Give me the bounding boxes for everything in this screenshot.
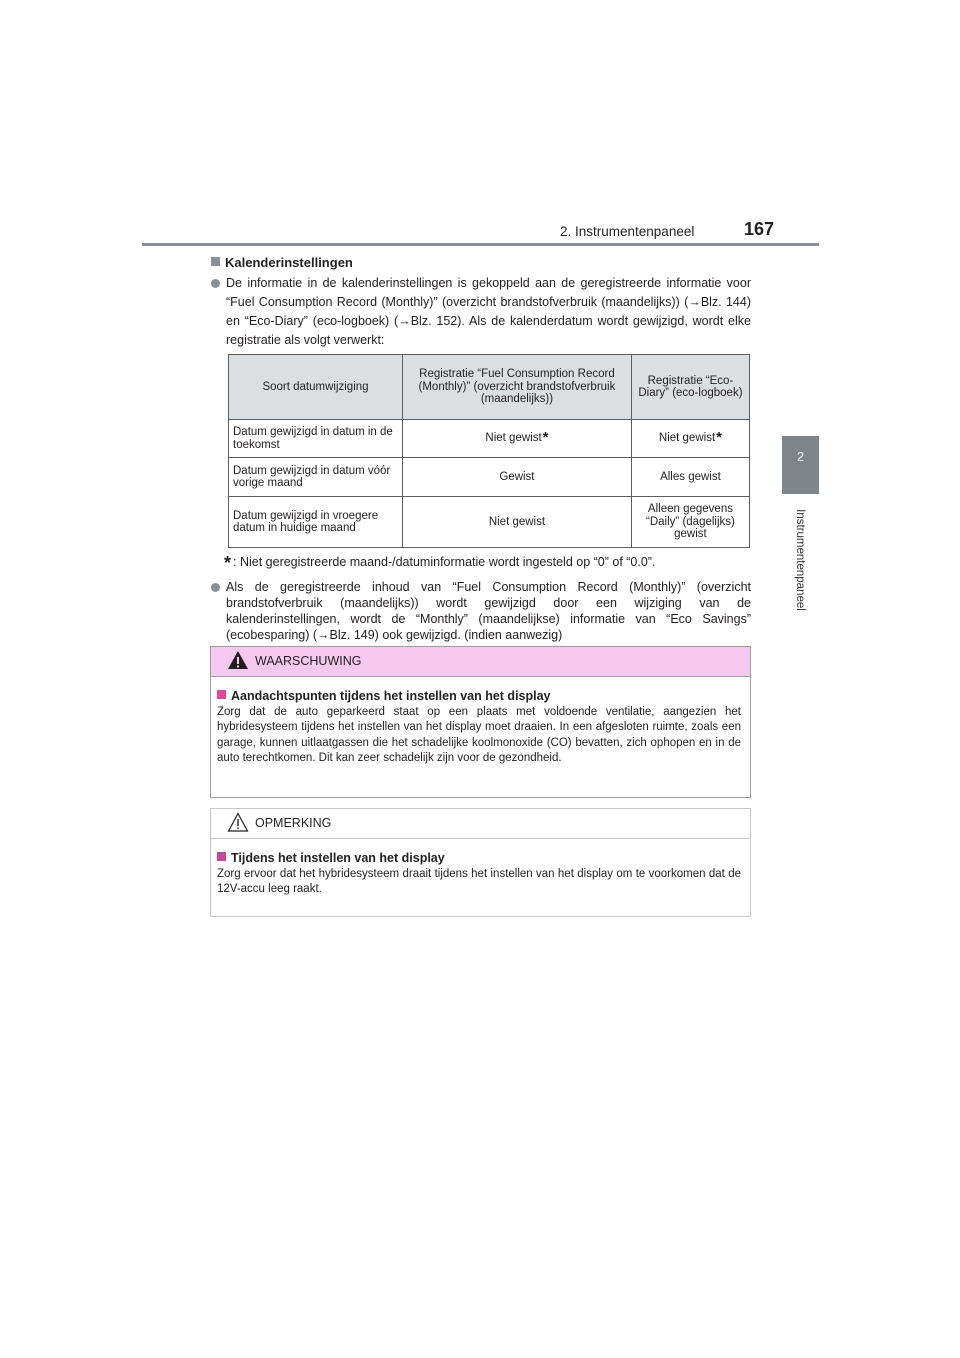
- warning-title: [217, 689, 741, 705]
- calendar-change-table: [228, 354, 750, 548]
- asterisk-mark: *: [716, 429, 722, 447]
- note-header: [211, 809, 750, 839]
- table-header: Registratie “Eco-Diary” (eco-logboek): [631, 355, 749, 420]
- square-bullet-icon: [217, 690, 226, 699]
- bullet-paragraph: [211, 274, 751, 350]
- warning-title-text: Aandachtspunten tijdens het instellen van het display: [231, 689, 551, 703]
- chapter-tab: [782, 436, 819, 494]
- asterisk-mark: *: [224, 553, 232, 573]
- table-row: [229, 458, 750, 497]
- cell-text: Niet gewist: [658, 432, 716, 445]
- table-header-row: [229, 355, 750, 420]
- table-header: Registratie “Fuel Consumption Record (Monthly)” (overzicht brandstofverbruik (maandelijks)): [403, 355, 632, 420]
- table-row: [229, 420, 750, 458]
- warning-header: [211, 647, 750, 677]
- square-bullet-icon: [211, 257, 220, 266]
- square-bullet-icon: [217, 852, 226, 861]
- warning-triangle-icon: [227, 650, 249, 670]
- table-footnote: [224, 553, 655, 574]
- table-cell: Datum gewijzigd in vroegere datum in huidige maand: [229, 497, 403, 548]
- circle-bullet-icon: [211, 279, 220, 288]
- circle-bullet-icon: [211, 583, 220, 592]
- table-cell: Alles gewist: [631, 458, 749, 497]
- note-title-text: Tijdens het instellen van het display: [231, 851, 445, 865]
- header-rule: [142, 243, 819, 246]
- table-cell: Datum gewijzigd in datum in de toekomst: [229, 420, 403, 458]
- note-box: [210, 808, 751, 917]
- section-title: 2. Instrumentenpaneel: [560, 224, 695, 239]
- bullet-text: Als de geregistreerde inhoud van “Fuel Consumption Record (Monthly)” (overzicht brandstofverbruik (maandelijks)) wordt gewijzigd door een wijziging van de kalenderinstellingen, wordt de “Monthly” (maandelijkse) informatie van “Eco Savings” (ecobesparing) (→Blz. 149) ook gewijzigd. (indien aanwezig): [226, 580, 751, 642]
- table-cell: [631, 420, 749, 458]
- warning-text: Zorg dat de auto geparkeerd staat op een plaats met voldoende ventilatie, aangezien het hybridesysteem tijdens het instellen van het display moet draaien. In een afgesloten ruimte, zoals een garage, kunnen uitlaatgassen die het schadelijke koolmonoxide (CO) bevatten, zich ophopen en in de auto terechtkomen. Dit kan zeer schadelijk zijn voor de gezondheid.: [217, 705, 741, 764]
- caution-triangle-icon: [227, 812, 249, 832]
- table-cell: [403, 420, 632, 458]
- table-header: Soort datumwijziging: [229, 355, 403, 420]
- note-label: OPMERKING: [255, 816, 332, 830]
- table-cell: Datum gewijzigd in datum vóór vorige maand: [229, 458, 403, 497]
- note-text: Zorg ervoor dat het hybridesysteem draait tijdens het instellen van het display om te voorkomen dat de 12V-accu leeg raakt.: [217, 867, 741, 895]
- table-cell: Alleen gegevens “Daily” (dagelijks) gewist: [631, 497, 749, 548]
- warning-label: WAARSCHUWING: [255, 654, 362, 668]
- chapter-number: 2: [796, 449, 805, 464]
- footnote-text: : Niet geregistreerde maand-/datuminformatie wordt ingesteld op “0” of “0.0”.: [233, 555, 656, 569]
- warning-box: [210, 646, 751, 798]
- page-number: 167: [744, 219, 775, 239]
- table-cell: Gewist: [403, 458, 632, 497]
- cell-text: Niet gewist: [485, 432, 542, 445]
- note-title: [217, 851, 741, 867]
- chapter-label: Instrumentenpaneel: [794, 509, 806, 611]
- note-body: [211, 839, 750, 898]
- table-row: [229, 497, 750, 548]
- warning-body: [211, 677, 750, 767]
- section-heading: [211, 255, 353, 270]
- table-cell: Niet gewist: [403, 497, 632, 548]
- bullet-paragraph: [211, 579, 751, 643]
- heading-text: Kalenderinstellingen: [225, 255, 353, 270]
- asterisk-mark: *: [542, 429, 549, 447]
- bullet-text: De informatie in de kalenderinstellingen is gekoppeld aan de geregistreerde informatie voor “Fuel Consumption Record (Monthly)” (overzicht brandstofverbruik (maandelijks)) (→Blz. 144) en “Eco-Diary” (eco-logboek) (→Blz. 152). Als de kalenderdatum wordt gewijzigd, wordt elke registratie als volgt verwerkt:: [226, 276, 751, 347]
